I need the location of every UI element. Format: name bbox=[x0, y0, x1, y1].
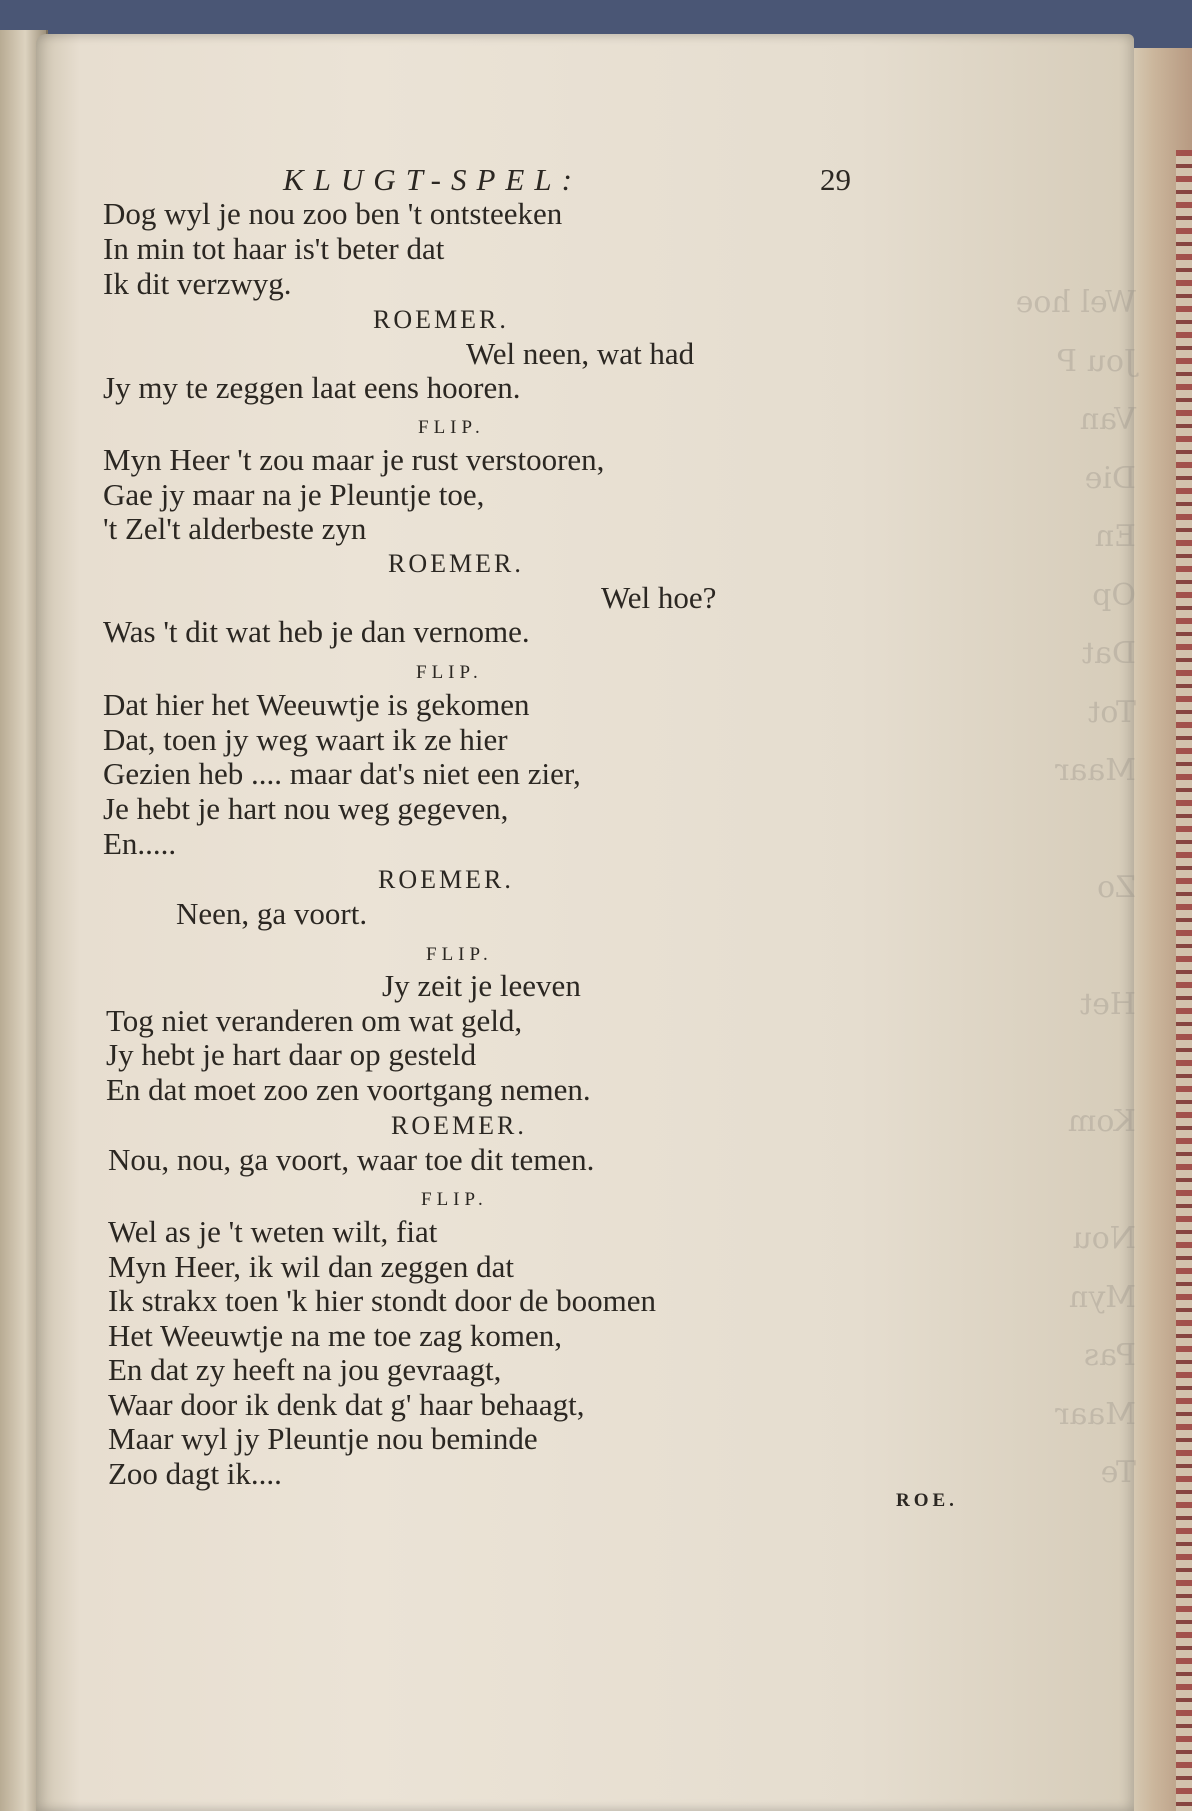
speaker-name: ROEMER. bbox=[391, 1111, 527, 1140]
verse-line: Jy zeit je leeven bbox=[382, 968, 581, 1003]
speaker-name: FLIP. bbox=[416, 662, 483, 683]
verse-line: En dat moet zoo zen voortgang nemen. bbox=[106, 1072, 591, 1107]
speaker-name: FLIP. bbox=[426, 944, 493, 965]
show-through-text: Wel hoe Jou P Van Die En Op Dat Tot Maar Zo Het Kom Nou Myn Pas Maar Te bbox=[1015, 285, 1136, 1490]
page-number: 29 bbox=[820, 162, 851, 197]
speaker-name: ROEMER. bbox=[373, 305, 509, 334]
verse-line: Dog wyl je nou zoo ben 't ontsteeken bbox=[103, 196, 563, 231]
verse-line: Dat hier het Weeuwtje is gekomen bbox=[103, 687, 530, 722]
marbled-edge bbox=[1176, 150, 1192, 1811]
verse-line: Neen, ga voort. bbox=[176, 896, 368, 931]
verse-line: En..... bbox=[103, 826, 177, 861]
verse-line: Maar wyl jy Pleuntje nou beminde bbox=[108, 1421, 538, 1456]
verse-line: Zoo dagt ik.... bbox=[108, 1456, 282, 1491]
verse-line: 't Zel't alderbeste zyn bbox=[103, 511, 367, 546]
verse-line: Nou, nou, ga voort, waar toe dit temen. bbox=[108, 1142, 595, 1177]
verse-line: Wel hoe? bbox=[601, 580, 717, 615]
verse-line: Myn Heer 't zou maar je rust verstooren, bbox=[103, 442, 605, 477]
verse-line: Jy my te zeggen laat eens hooren. bbox=[103, 370, 521, 405]
verse-line: Was 't dit wat heb je dan vernome. bbox=[103, 614, 530, 649]
speaker-name: FLIP. bbox=[421, 1189, 488, 1210]
verse-line: Myn Heer, ik wil dan zeggen dat bbox=[108, 1249, 514, 1284]
verse-line: Ik dit verzwyg. bbox=[103, 266, 292, 301]
verse-line: Het Weeuwtje na me toe zag komen, bbox=[108, 1318, 563, 1353]
catchword: ROE. bbox=[896, 1490, 958, 1511]
verse-line: Dat, toen jy weg waart ik ze hier bbox=[103, 722, 508, 757]
verse-line: Gae jy maar na je Pleuntje toe, bbox=[103, 477, 485, 512]
speaker-name: FLIP. bbox=[418, 417, 485, 438]
speaker-name: ROEMER. bbox=[388, 549, 524, 578]
verse-line: En dat zy heeft na jou gevraagt, bbox=[108, 1352, 502, 1387]
speaker-name: ROEMER. bbox=[378, 865, 514, 894]
verse-line: Tog niet veranderen om wat geld, bbox=[106, 1003, 523, 1038]
verse-line: Waar door ik denk dat g' haar behaagt, bbox=[108, 1387, 585, 1422]
verse-line: Jy hebt je hart daar op gesteld bbox=[106, 1037, 477, 1072]
verse-line: Wel as je 't weten wilt, fiat bbox=[108, 1214, 438, 1249]
verse-line: Gezien heb .... maar dat's niet een zier, bbox=[103, 756, 581, 791]
verse-line: In min tot haar is't beter dat bbox=[103, 231, 445, 266]
verse-line: Ik strakx toen 'k hier stondt door de boomen bbox=[108, 1283, 656, 1318]
running-header: KLUGT-SPEL: bbox=[283, 162, 582, 197]
verse-line: Je hebt je hart nou weg gegeven, bbox=[103, 791, 509, 826]
verse-line: Wel neen, wat had bbox=[466, 336, 695, 371]
